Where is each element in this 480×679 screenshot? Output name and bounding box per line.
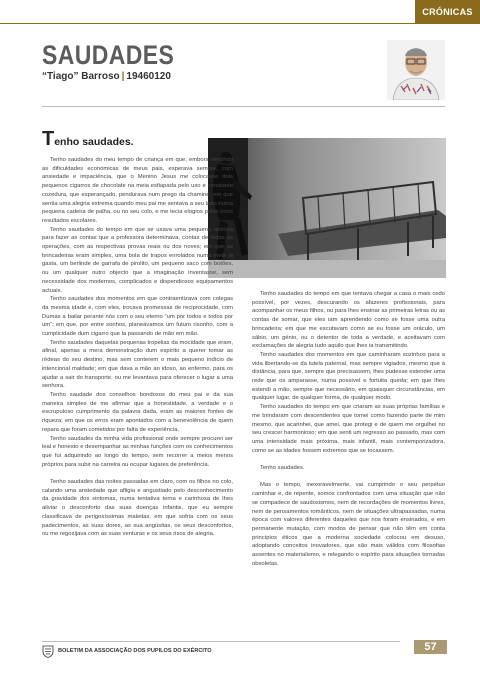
author-id: 19460120 <box>126 71 171 82</box>
paragraph: Tenho saudades do meu tempo de criança em que, embora sentindo as dificuldades económicas de meus pais, esperava sempre, com ansiedade e impaciência, que o Menino Jesus me colocasse dois pequenos cigarros de chocolate na meia esfiapada pelo uso e constante cozedura, que esperançado, pendurava num prego da chaminé; em que sentia uma alegria extrema quando meu pai me sentava a seu lado numa pequena cadeira de palha, ou no seu colo, e me tecia elogios pelos bons resultados escolares. <box>42 157 233 224</box>
author-line <box>42 71 171 82</box>
paragraph: Mas o tempo, inexoravelmente, vai cumprindo o seu perpétuo caminhar e, de repente, somos confrontados com uma situação que não se compadece de saudosismos, nem de recordações de momentos livres, nem de pensamentos românticos, nem de situações ultrapassadas, numa época com valores diferentes daqueles que nos foram ensinados, e em permanente mutação, com modos de pensar que não têm em conta princípios éticos que a moderna sociedade colocou em desuso, adoptando conceitos inovadores, que são mais válidos com filosofias assentes no materialismo, e relegando o espírito para situações tornadas obsoletas. <box>252 482 445 567</box>
paragraph: Tenho saudades do tempo em que se usava uma pequena ardósia para fazer as contas que a professora determinava, contas de todas as operações, com as respectivas provas reais ou dos noves; em que as brincadeiras eram simples, uma bola de trapos enrolados numa meia já gasta, um berlinde de garrafa de pirolito, um pequeno saco com botões, ou um qualquer outro objecto que a imaginação inventasse, sem necessidade dos modernos, complicados e dispendiosos equipamentos actuais. <box>42 226 233 294</box>
paragraph: Tenho saudades daquelas pequenas tropelias da mocidade que eram, afinal, apenas a mera demonstração dum espírito a querer tomar as rédeas do seu destino, mas sem conterem o mais pequeno indício de intencional maldade; em que dava a mão ao idoso, ao enfermo, para os ajudar a sair do transporte, ou me levantava para oferecer o lugar a uma senhora. <box>42 339 233 390</box>
author-separator: | <box>121 71 125 82</box>
article-title: SAUDADES <box>42 40 175 70</box>
article-column-left <box>42 156 233 539</box>
header-bar <box>0 0 480 28</box>
publication-name: BOLETIM DA ASSOCIAÇÃO DOS PUPILOS DO EXÉRCITO <box>58 648 212 654</box>
paragraph: Tenho saudades das noites passadas em claro, com os filhos no colo, calando uma ansiedade que afligia e angustiado pelo desconhecimento da gravidade dos sintomas, numa tentativa terna e carinhosa de lhes aliviar o desconforto das suas doenças infantis, que eu sempre classificava de perigosíssimas maleitas; em que sofria com os seus padecimentos, as suas dores, as sua angústias, os seus desconfortos, ou me regozijava com as suas venturas e os seus risos de alegria. <box>42 479 233 538</box>
paragraph: Tenho saudades do tempo em que criaram as suas próprias famílias e me brindaram com descendentes que tomei como fazendo parte de mim mesmo, que acarinhei, que amei, que protegi e de quem me orgulhei no seu crescer harmonioso; em que senti um regresso ao passado, mas com uma intensidade mais próxima, mais infantil, mais contemporizadora, como se as idades fossem extremos que se tocassem. <box>252 404 445 454</box>
association-emblem-icon <box>42 645 54 658</box>
paragraph: Tenho saudade dos conselhos bondosos do meu pai e da sua maneira simples de me afirmar que a honestidade, a verdade e o escrupuloso cumprimento da palavra dada, eram as maiores fontes de riqueza; em que os erros eram apontados com a benevolência de quem repara que foram cometidos por falta de experiência. <box>42 391 233 433</box>
title-divider <box>42 106 445 107</box>
author-portrait <box>387 40 445 100</box>
page-number: 57 <box>414 640 447 654</box>
paragraph: Tenho saudades dos momentos em que contraentizava com colegas da mesma idade e, com eles, trocava promessas de reciprocidade, com Dumas a bailar perante nós com o seu eterno “um por todos e todos por um”; em que, por entre sonhos, planeávamos um futuro risonho, com a cumplicidade dum cigarro que la passando de mão em mão. <box>42 296 233 338</box>
lead-heading <box>42 128 134 151</box>
lead-drop-cap: T <box>42 128 55 150</box>
author-name: “Tiago” Barroso <box>42 71 120 82</box>
paragraph: Tenho saudades do tempo em que tentava chegar a casa o mais cedo possível, por vezes, descurando os afazeres profissionais, para acompanhar os meus filhos, ou para lhes ensinar as primeiras letras ou as contas de somar, que eles iam aprendendo como se fosse uma outra brincadeira; em que me escutavam como se eu fosse um oráculo, um sábio, um génio, ou o detentor de toda a verdade, e aceitavam com exclamações de alegria tudo aquilo que lhes ia transmitindo. <box>252 291 445 350</box>
article-column-right <box>252 290 445 568</box>
paragraph: Tenho saudades dos momentos em que caminharam sozinhos para a vida libertando-se da tutela paternal, mas sempre vigiados, mesmo que à distância, para que, sempre que precisassem, lhes pudesse estender uma rede que os amparasse, numa possível e fortuita queda; em que lhes estendi a mão, sempre que necessário, em quaisquer circunstâncias, em qualquer lugar, de qualquer forma, de qualquer modo. <box>252 351 445 402</box>
footer-rule <box>42 641 400 642</box>
paragraph: Tenho saudades da minha vida profissional onde sempre procurei ser leal e honesto e desempanhar as minhas funções com os conhecimentos que fui adquirindo ao longo do tempo, sem recorrer a meios menos próprios para subir na carreira ou ocupar lugares de preferência. <box>42 435 233 468</box>
section-tab: CRÓNICAS <box>415 0 480 24</box>
article-photo <box>208 138 446 278</box>
paragraph: Tenho saudades. <box>260 465 305 472</box>
lead-text: enho saudades. <box>54 136 134 148</box>
header-rule <box>0 23 415 24</box>
